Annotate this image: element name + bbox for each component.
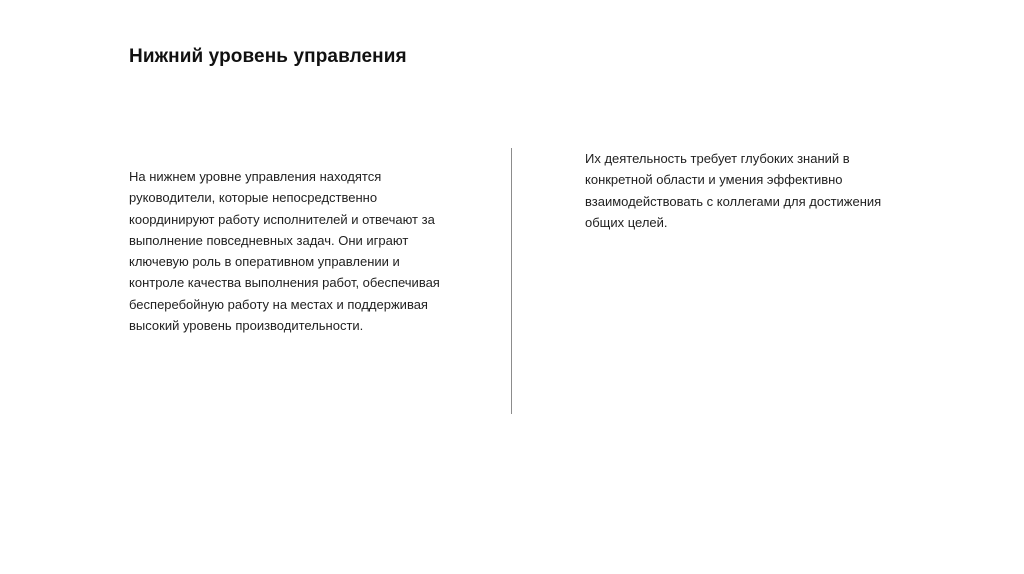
right-column-text (585, 148, 915, 233)
left-text-line: бесперебойную работу на местах и поддерживая (129, 296, 428, 312)
right-text-line: Их деятельность требует глубоких знаний в (585, 151, 850, 166)
left-text-line: выполнение повседневных задач. Они играют (129, 232, 409, 248)
left-text-line: высокий уровень производительности. (129, 318, 364, 334)
left-text-line: На нижнем уровне управления находятся (129, 169, 382, 184)
slide-title: Нижний уровень управления (129, 46, 407, 67)
left-text-line: ключевую роль в оперативном управлении и (129, 254, 400, 270)
left-text-line: контроле качества выполнения работ, обеспечивая (129, 275, 440, 291)
left-text-line: координируют работу исполнителей и отвечают за (129, 211, 435, 227)
right-text-line: конкретной области и умения эффективно (585, 172, 843, 188)
right-text-line: общих целей. (585, 214, 668, 230)
right-text-line: взаимодействовать с коллегами для достижения (585, 193, 882, 209)
column-divider (511, 148, 512, 414)
left-column-text (129, 166, 469, 336)
left-text-line: руководители, которые непосредственно (129, 190, 378, 206)
